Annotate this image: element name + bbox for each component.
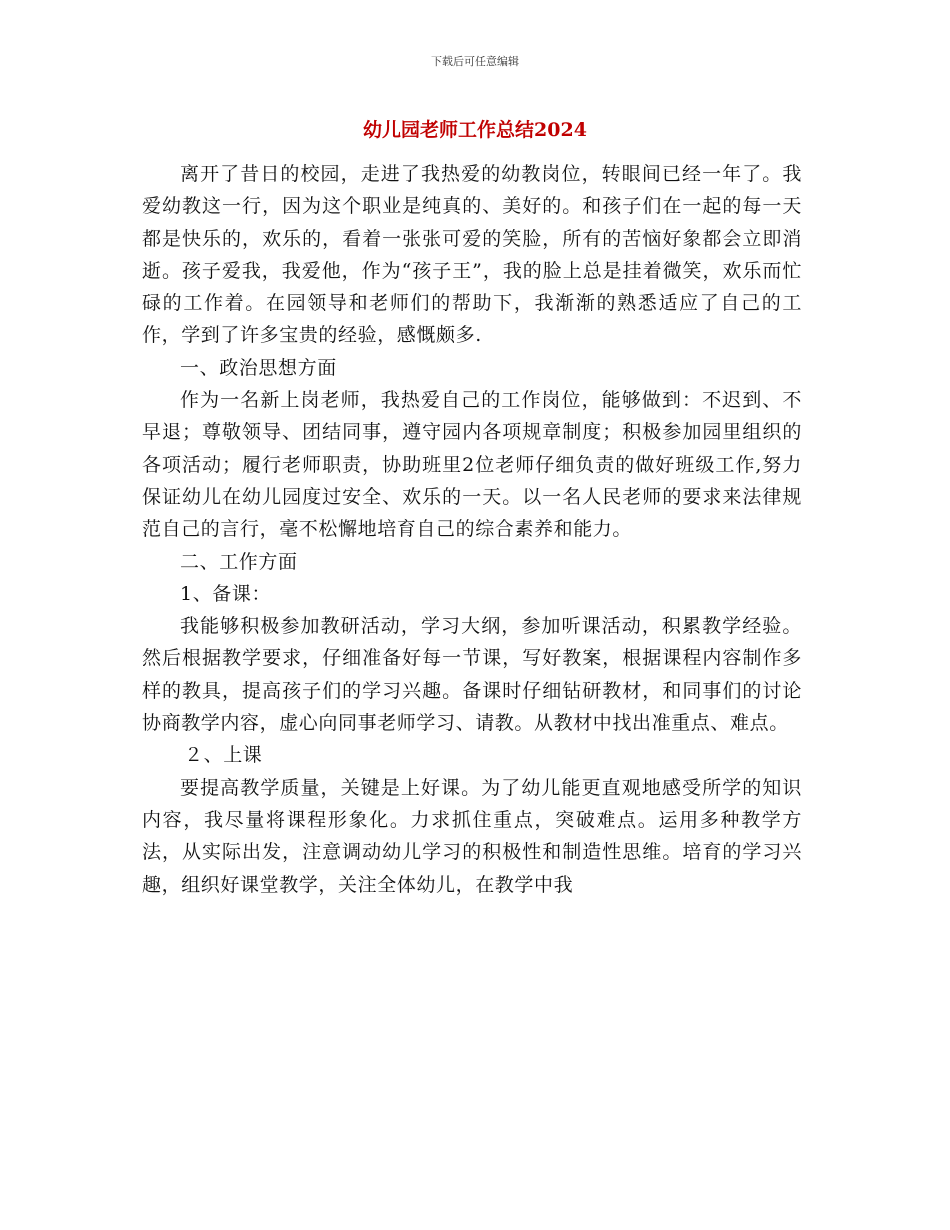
page-header: 下载后可任意编辑: [431, 55, 519, 68]
politics-paragraph: 作为一名新上岗老师，我热爱自己的工作岗位，能够做到：不迟到、不早退；尊敬领导、团结同事，遵守园内各项规章制度；积极参加园里组织的各项活动；履行老师职责，协助班里2位老师仔细负责的做好班级工作,努力保证幼儿在幼儿园度过安全、欢乐的一天。以一名人民老师的要求来法律规范自己的言行，毫不松懈地培育自己的综合素养和能力。: [142, 389, 802, 541]
section-heading-politics: 一、政治思想方面: [180, 356, 337, 379]
teaching-paragraph: 要提高教学质量，关键是上好课。为了幼儿能更直观地感受所学的知识内容，我尽量将课程形象化。力求抓住重点，突破难点。运用多种教学方法，从实际出发，注意调动幼儿学习的积极性和制造性思维。培育的学习兴趣，组织好课堂教学，关注全体幼儿，在教学中我: [142, 776, 802, 896]
document-title: 幼儿园老师工作总结2024: [363, 119, 587, 141]
subheading-teaching: ２、上课: [184, 744, 263, 767]
lesson-prep-paragraph: 我能够积极参加教研活动，学习大纲，参加听课活动，积累教学经验。然后根据教学要求，仔细准备好每一节课，写好教案，根据课程内容制作多样的教具，提高孩子们的学习兴趣。备课时仔细钻研教材，和同事们的讨论协商教学内容，虚心向同事老师学习、请教。从教材中找出准重点、难点。: [142, 615, 802, 735]
section-heading-work: 二、工作方面: [180, 550, 298, 573]
subheading-lesson-prep: 1、备课：: [180, 582, 272, 605]
document-body: [142, 158, 802, 901]
intro-paragraph: 离开了昔日的校园，走进了我热爱的幼教岗位，转眼间已经一年了。我爱幼教这一行，因为这个职业是纯真的、美好的。和孩子们在一起的每一天都是快乐的，欢乐的，看着一张张可爱的笑脸，所有的苦恼好象都会立即消逝。孩子爱我，我爱他，作为“孩子王”，我的脸上总是挂着微笑，欢乐而忙碌的工作着。在园领导和老师们的帮助下，我渐渐的熟悉适应了自己的工作，学到了许多宝贵的经验，感慨颇多.: [142, 163, 802, 347]
